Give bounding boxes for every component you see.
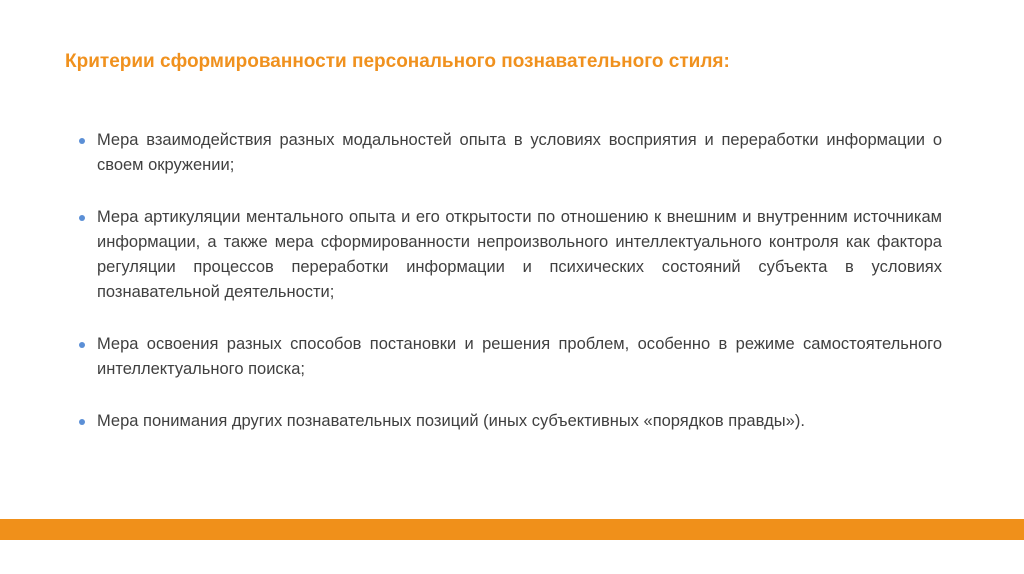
bottom-accent-bar (0, 519, 1024, 540)
bullet-icon (79, 215, 85, 221)
list-item (76, 205, 942, 305)
bullet-icon (79, 342, 85, 348)
list-item-text: Мера понимания других познавательных позиций (иных субъективных «порядков правды»). (97, 412, 805, 430)
bullet-icon (79, 138, 85, 144)
list-item (76, 128, 942, 178)
criteria-list (76, 128, 942, 461)
slide-title: Критерии сформированности персонального познавательного стиля: (65, 51, 730, 72)
list-item (76, 409, 942, 434)
list-item-text: Мера освоения разных способов постановки и решения проблем, особенно в режиме самостоятельного интеллектуального поиска; (97, 335, 942, 378)
list-item-text: Мера артикуляции ментального опыта и его открытости по отношению к внешним и внутренним источникам информации, а также мера сформированности непроизвольного интеллектуального контроля как фактора регуляции процессов переработки информации и психических состояний субъекта в условиях познавательной деятельности; (97, 208, 942, 301)
list-item (76, 332, 942, 382)
bullet-icon (79, 419, 85, 425)
list-item-text: Мера взаимодействия разных модальностей опыта в условиях восприятия и переработки информации о своем окружении; (97, 131, 942, 174)
